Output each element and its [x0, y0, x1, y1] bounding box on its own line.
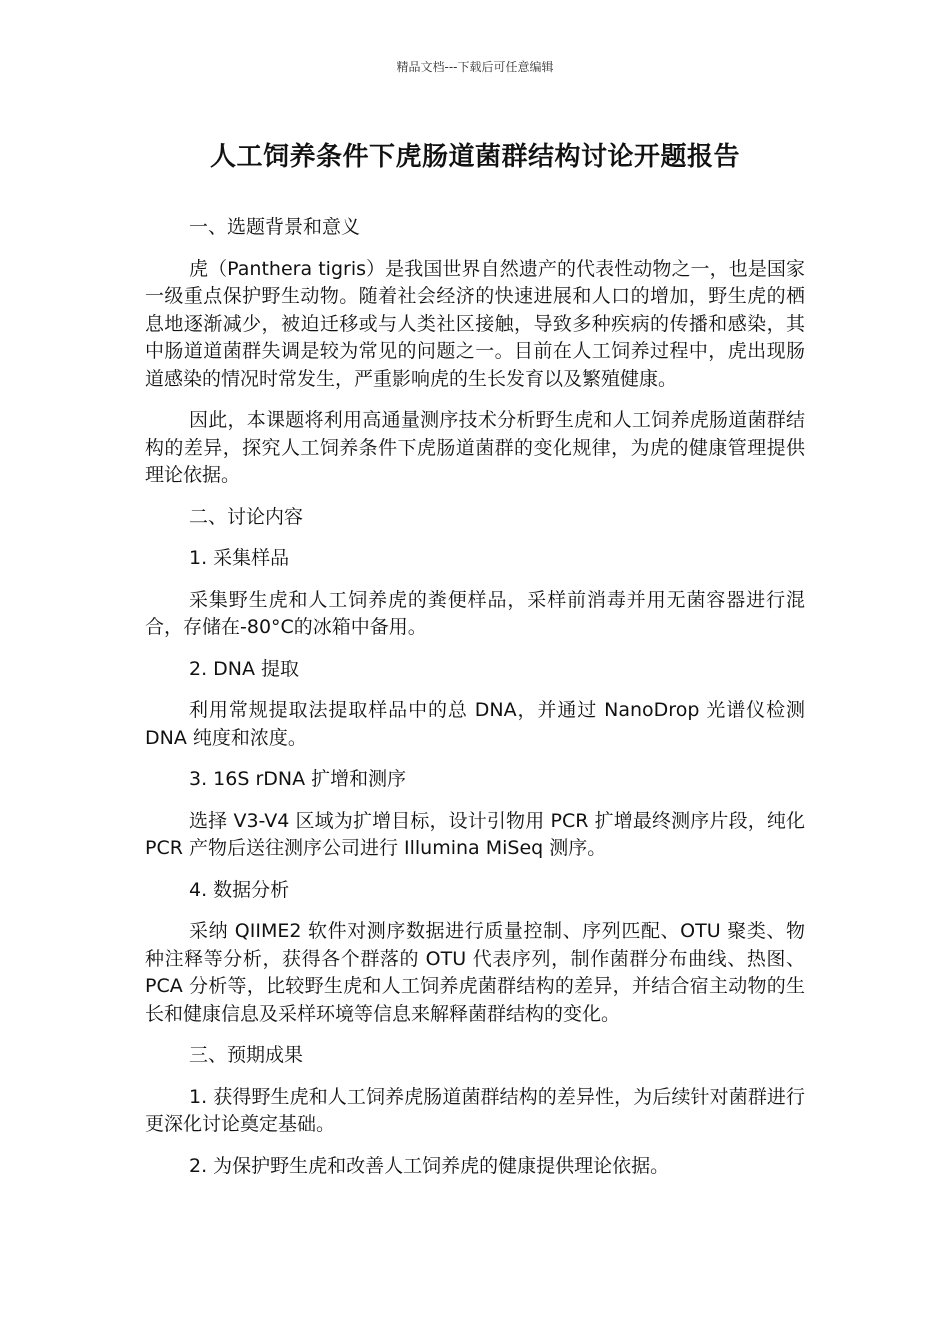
paragraph-background-2: 因此，本课题将利用高通量测序技术分析野生虎和人工饲养虎肠道菌群结构的差异，探究人工饲养条件下虎肠道菌群的变化规律，为虎的健康管理提供理论依据。	[145, 409, 805, 486]
subheading-sample-collection: 1. 采集样品	[189, 547, 290, 569]
section-heading-content: 二、讨论内容	[189, 505, 304, 528]
paragraph-result-2: 2. 为保护野生虎和改善人工饲养虎的健康提供理论依据。	[189, 1154, 670, 1177]
subheading-data-analysis: 4. 数据分析	[189, 878, 290, 901]
document-title: 人工饲养条件下虎肠道菌群结构讨论开题报告	[209, 142, 740, 172]
paragraph-data-analysis: 采纳 QIIME2 软件对测序数据进行质量控制、序列匹配、OTU 聚类、物种注释等分析，获得各个群落的 OTU 代表序列，制作菌群分布曲线、热图、PCA 分析等，比较野生虎和人工饲养虎菌群结构的差异，并结合宿主动物的生长和健康信息及采样环境等信息来解释菌群结构的变化。	[145, 920, 805, 1025]
header-note: 精品文档---下载后可任意编辑	[396, 60, 554, 74]
subheading-sequencing: 3. 16S rDNA 扩增和测序	[189, 768, 407, 790]
section-heading-background: 一、选题背景和意义	[189, 216, 361, 238]
paragraph-sample-collection: 采集野生虎和人工饲养虎的粪便样品，采样前消毒并用无菌容器进行混合，存储在-80°C的冰箱中备用。	[145, 588, 805, 638]
document-body	[145, 214, 805, 1194]
paragraph-sequencing: 选择 V3-V4 区域为扩增目标，设计引物用 PCR 扩增最终测序片段，纯化 PCR 产物后送往测序公司进行 Illumina MiSeq 测序。	[145, 809, 805, 859]
subheading-dna-extraction: 2. DNA 提取	[189, 657, 300, 680]
section-heading-results: 三、预期成果	[189, 1044, 304, 1066]
paragraph-result-1: 1. 获得野生虎和人工饲养虎肠道菌群结构的差异性，为后续针对菌群进行更深化讨论奠定基础。	[145, 1085, 805, 1135]
paragraph-dna-extraction: 利用常规提取法提取样品中的总 DNA，并通过 NanoDrop 光谱仪检测 DNA 纯度和浓度。	[145, 699, 805, 749]
paragraph-background-1: 虎（Panthera tigris）是我国世界自然遗产的代表性动物之一，也是国家一级重点保护野生动物。随着社会经济的快速进展和人口的增加，野生虎的栖息地逐渐减少，被迫迁移或与人类社区接触，导致多种疾病的传播和感染，其中肠道道菌群失调是较为常见的问题之一。目前在人工饲养过程中，虎出现肠道感染的情况时常发生，严重影响虎的生长发育以及繁殖健康。	[145, 257, 805, 390]
